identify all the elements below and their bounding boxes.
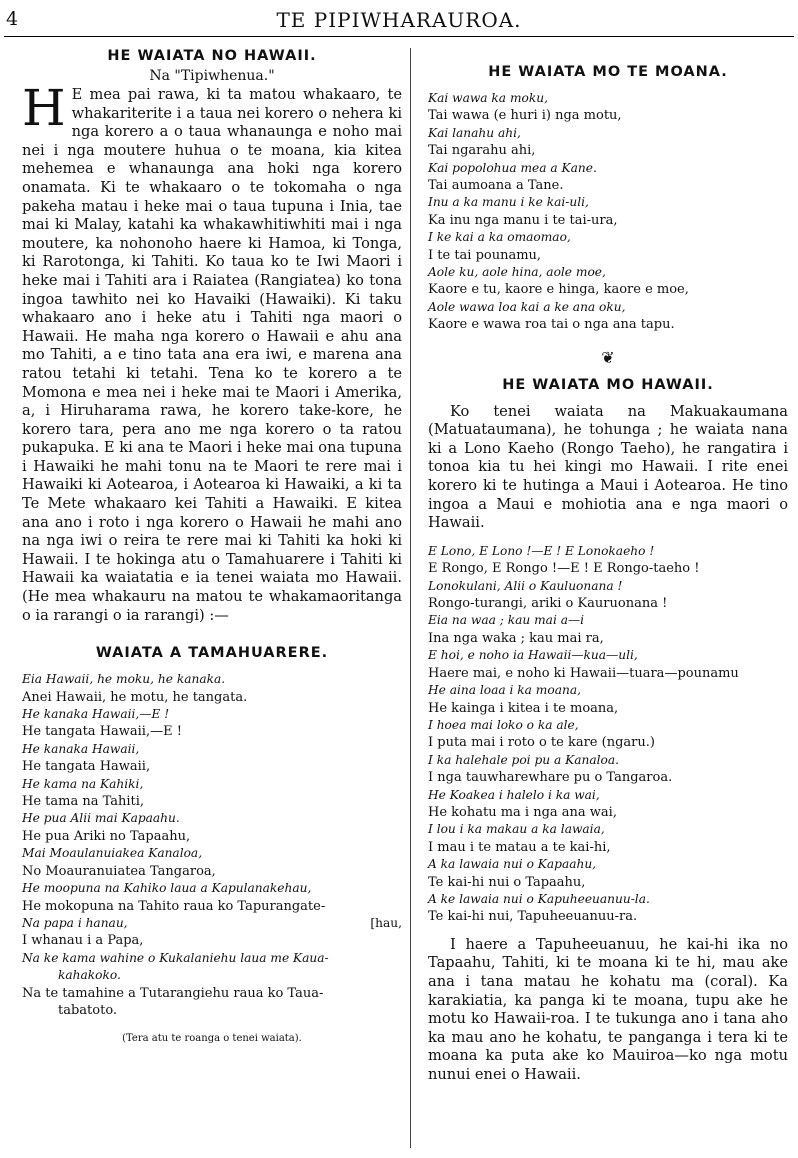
verse-line <box>22 880 402 897</box>
verse-line-text: kahakoko. <box>58 968 121 983</box>
verse-line <box>22 863 402 880</box>
song-tamahuarere-title: WAIATA A TAMAHUARERE. <box>95 645 329 662</box>
verse-line <box>428 752 788 769</box>
verse-line-text: I ke kai a ka omaomao, <box>428 230 571 245</box>
page-number: 4 <box>6 8 19 30</box>
verse-line-text: A ka lawaia nui o Kapaahu, <box>428 857 597 872</box>
verse-line-text: Tai wawa (e huri i) nga motu, <box>428 108 622 124</box>
verse-line-text: He tama na Tahiti, <box>22 794 145 810</box>
verse-line <box>428 630 788 647</box>
verse-line <box>22 689 402 706</box>
verse-line <box>22 932 402 949</box>
verse-line <box>428 734 788 751</box>
verse-line-text: Na papa i hanau, <box>22 915 128 930</box>
verse-line-text: He kainga i kitea i te moana, <box>428 700 619 716</box>
verse-line <box>428 908 788 925</box>
verse-line-text: I te tai pounamu, <box>428 247 542 263</box>
verse-line-text: He Koakea i halelo i ka wai, <box>428 787 600 802</box>
verse-line-suffix: [hau, <box>370 915 402 930</box>
verse-line <box>22 793 402 810</box>
verse-line-text: E hoi, e noho ia Hawaii—kua—uli, <box>428 648 638 663</box>
verse-line-text: Anei Hawaii, he motu, he tangata. <box>22 689 248 705</box>
verse-line <box>22 1002 402 1019</box>
verse-line-text: He pua Ariki no Tapaahu, <box>22 828 191 844</box>
verse-line-text: Ina nga waka ; kau mai ra, <box>428 630 604 646</box>
verse-line-text: Aole wawa loa kai a ke ana oku, <box>428 299 626 314</box>
continuation-note: (Tera atu te roanga o tenei waiata). <box>122 1033 302 1045</box>
verse-line <box>22 950 402 967</box>
verse-line <box>22 915 402 932</box>
verse-line-text: I mau i te matau a te kai-hi, <box>428 839 611 855</box>
verse-line <box>22 898 402 915</box>
verse-line <box>428 247 788 264</box>
verse-line <box>22 845 402 862</box>
header-rule <box>4 36 794 37</box>
verse-line <box>428 700 788 717</box>
song-moana-title: HE WAIATA MO TE MOANA. <box>488 64 728 80</box>
verse-line-text: Eia na waa ; kau mai a—i <box>428 613 585 628</box>
verse-line <box>428 874 788 891</box>
verse-line <box>22 967 402 984</box>
verse-line-text: Inu a ka manu i ke kai-uli, <box>428 195 589 210</box>
verse-line-text: He tangata Hawaii,—E ! <box>22 724 182 740</box>
verse-line <box>428 543 788 560</box>
verse-line-text: A ke lawaia nui o Kapuheeuanuu-la. <box>428 891 650 906</box>
verse-line-text: He pua Alii mai Kapaahu. <box>22 811 180 826</box>
verse-line-text: He tangata Hawaii, <box>22 759 151 775</box>
newspaper-title: TE PIPIWHARAUROA. <box>276 8 522 32</box>
verse-line-text: Kai wawa ka moku, <box>428 91 548 105</box>
verse-line-text: Rongo-turangi, ariki o Kauruonana ! <box>428 596 668 612</box>
verse-line-text: Haere mai, e noho ki Hawaii—tuara—pounamu <box>428 665 739 681</box>
verse-line <box>428 142 788 159</box>
verse-line <box>22 741 402 758</box>
verse-line-text: E Lono, E Lono !—E ! E Lonokaeho ! <box>428 543 655 558</box>
verse-line <box>428 682 788 699</box>
verse-line-text: tabatoto. <box>58 1002 118 1018</box>
verse-line-text: Eia Hawaii, he moku, he kanaka. <box>22 672 226 687</box>
song-hawaii-intro: Ko tenei waiata na Makuakaumana (Matuataumana), he tohunga ; he waiata nana ki a Lono Kaeho (Rongo Taeho), he rangatira i tonoa kia tu hei kingi mo Hawaii. I rite enei korero ki te hutinga a Maui i Aotearoa. He tino ingoa a Maui e mohiotia ana e nga maori o Hawaii. <box>428 402 788 532</box>
verse-line-text: Mai Moaulanuiakea Kanaloa, <box>22 846 203 861</box>
verse-line <box>428 595 788 612</box>
verse-line-text: Aole ku, aole hina, aole moe, <box>428 265 606 280</box>
verse-line-text: Tai ngarahu ahi, <box>428 143 536 159</box>
verse-line <box>428 804 788 821</box>
verse-line <box>428 316 788 333</box>
verse-line-text: He kama na Kahiki, <box>22 776 144 791</box>
verse-line <box>428 612 788 629</box>
verse-line <box>428 194 788 211</box>
song-moana-lines <box>428 90 788 334</box>
verse-line-text: I hoea mai loko o ka ale, <box>428 717 579 732</box>
verse-line-text: I nga tauwharewhare pu o Tangaroa. <box>428 770 673 786</box>
article-paragraph-text: E mea pai rawa, ki ta matou whakaaro, te whakariterite i a taua nei korero o nehera ki nga korero a o taua whanaunga e noho mai nei i nga moutere huhua o te moana, kia kitea mehemea e whanaunga ana hoki nga korero onamata. Ki te whakaaro o te tokomaha o nga pakeha matau i heke mai o taua tupuna i Inia, tae mai ki Malay, katahi ka whakawhitiwhiti mai i nga moutere, ka nohonoho haere ki Hamoa, ki Tonga, ki Rarotonga, ki Tahiti. Ko taua ko te Iwi Maori i heke mai i Tahiti ara i Raiatea (Rangiatea) ko tona ingoa tawhito nei ko Havaiki (Hawaiki). Ki taku whakaaro ano i heke atu i Tahiti nga maori o Hawaii. He maha nga korero o Hawaii e ahu ana mo Tahiti, a e tino tata ana era iwi, e marena ana ratou tetahi ki tetahi. Tena ko te korero a te Momona e mea nei i heke mai te Maori i Amerika, a, i Hiruharama rawa, he korero take-kore, he korero tara, pera ano me nga korero o ta ratou pukapuka. E ki ana te Maori i heke mai ona tupuna i Hawaiki he mahi tonu na te Maori te rere mai i Hawaiki ki Aotearoa, i Aotearoa ki Hawaiki, a ki ta Te Mete whakaaro kei Tahiti a Hawaiki. E kitea ana ano i roto i nga korero o Hawaii he mahi ano na nga iwi o reira te rere mai ki Tahiti ka hoki ki Hawaii. I te hokinga atu o Tamahuarere i Tahiti ki Hawaii ka waiatatia e ia tenei waiata mo Hawaii. (He mea whakauru na matou te whakamaoritanga o ia rarangi o ia rarangi) :— <box>22 86 402 624</box>
verse-line-text: Tai aumoana a Tane. <box>428 178 564 194</box>
article-title: HE WAIATA NO HAWAII. <box>107 48 317 64</box>
song-hawaii-lines <box>428 543 788 926</box>
verse-line <box>428 281 788 298</box>
verse-line-text: E Rongo, E Rongo !—E ! E Rongo-taeho ! <box>428 561 700 577</box>
verse-line <box>428 578 788 595</box>
verse-line <box>22 985 402 1002</box>
column-divider <box>410 48 411 1148</box>
verse-line <box>22 671 402 688</box>
verse-line-text: I lou i ka makau a ka lawaia, <box>428 822 605 837</box>
drop-cap: H <box>22 79 66 137</box>
verse-line <box>428 787 788 804</box>
verse-line <box>428 90 788 107</box>
verse-line <box>22 810 402 827</box>
verse-line-text: Te kai-hi nui, Tapuheeuanuu-ra. <box>428 909 638 925</box>
verse-line-text: Na ke kama wahine o Kukalaniehu laua me Kaua- <box>22 950 329 965</box>
verse-line-text: Lonokulani, Alii o Kauluonana ! <box>428 578 623 593</box>
verse-line <box>428 125 788 142</box>
verse-line-text: Ka inu nga manu i te tai-ura, <box>428 212 618 228</box>
verse-line-text: Kai lanahu ahi, <box>428 125 521 140</box>
verse-line-text: He kanaka Hawaii, <box>22 741 140 756</box>
verse-line-text: He aina loaa i ka moana, <box>428 683 581 698</box>
song-tamahuarere-lines <box>22 671 402 1019</box>
verse-line <box>428 299 788 316</box>
verse-line <box>428 856 788 873</box>
verse-line <box>428 560 788 577</box>
verse-line <box>22 723 402 740</box>
verse-line <box>22 758 402 775</box>
verse-line-text: Kaore e tu, kaore e hinga, kaore e moe, <box>428 282 689 298</box>
verse-line <box>428 891 788 908</box>
verse-line <box>428 821 788 838</box>
article-byline: Na "Tipiwhenua." <box>149 68 275 84</box>
verse-line-text: No Moauranuiatea Tangaroa, <box>22 863 216 879</box>
verse-line-text: I ka halehale poi pu a Kanaloa. <box>428 752 619 767</box>
verse-line-text: Te kai-hi nui o Tapaahu, <box>428 874 586 890</box>
song-hawaii-title: HE WAIATA MO HAWAII. <box>502 376 714 393</box>
fleuron-ornament: ❦ <box>601 347 615 367</box>
verse-line-text: He mokopuna na Tahito raua ko Tapurangate- <box>22 898 326 914</box>
verse-line-text: Na te tamahine a Tutarangiehu raua ko Taua- <box>22 985 324 1001</box>
verse-line-text: He kohatu ma i nga ana wai, <box>428 804 617 820</box>
verse-line <box>428 717 788 734</box>
verse-line <box>428 647 788 664</box>
verse-line-text: Kaore e wawa roa tai o nga ana tapu. <box>428 317 675 333</box>
verse-line <box>22 828 402 845</box>
page-header <box>0 0 798 40</box>
verse-line <box>428 264 788 281</box>
verse-line <box>428 769 788 786</box>
verse-line <box>428 107 788 124</box>
verse-line <box>428 665 788 682</box>
article-paragraph <box>22 79 402 625</box>
left-column <box>22 48 402 1044</box>
verse-line-text: He moopuna na Kahiko laua a Kapulanakehau, <box>22 881 312 896</box>
verse-line-text: I puta mai i roto o te kare (ngaru.) <box>428 735 655 751</box>
verse-line <box>428 160 788 177</box>
verse-line <box>22 776 402 793</box>
verse-line <box>22 706 402 723</box>
verse-line-text: I whanau i a Papa, <box>22 933 144 949</box>
song-hawaii-closing: I haere a Tapuheeuanuu, he kai-hi ika no Tapaahu, Tahiti, ki te moana ki te hi, mau ake ana i tana matau he kohatu ma (coral). Ka karakiatia, ka panga ki te moana, tupu ake he motu ko Hawaii-roa. I te tukunga ano i tana aho ka mau ano he kohatu, te panganga i tera ki te moana ka puta ake ko Mauiroa—ko nga motu nunui enei o Hawaii. <box>428 935 788 1083</box>
verse-line-text: Kai popolohua mea a Kane. <box>428 160 597 175</box>
verse-line <box>428 177 788 194</box>
verse-line <box>428 839 788 856</box>
right-column <box>428 48 788 1085</box>
verse-line-text: He kanaka Hawaii,—E ! <box>22 707 170 722</box>
verse-line <box>428 229 788 246</box>
verse-line <box>428 212 788 229</box>
